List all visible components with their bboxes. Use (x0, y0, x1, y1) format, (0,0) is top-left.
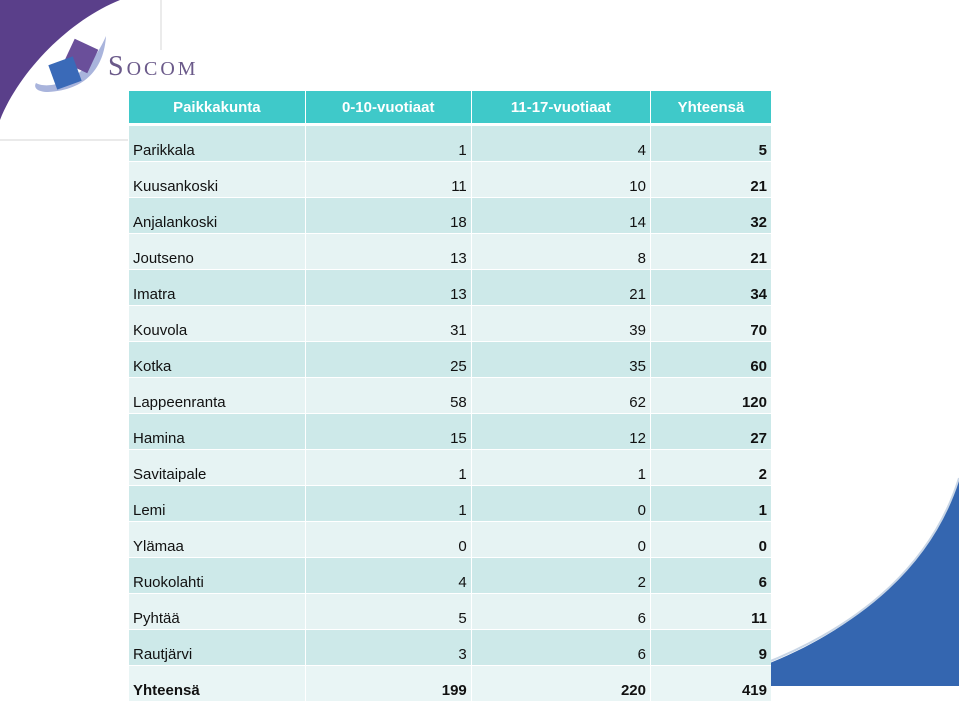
cell-place: Anjalankoski (129, 198, 305, 234)
cell-11-17: 35 (472, 342, 650, 378)
cell-0-10: 5 (306, 594, 471, 630)
cell-11-17: 12 (472, 414, 650, 450)
cell-total: 21 (651, 234, 771, 270)
cell-place: Lemi (129, 486, 305, 522)
logo-mark-icon (28, 28, 108, 103)
cell-11-17: 8 (472, 234, 650, 270)
cell-place: Pyhtää (129, 594, 305, 630)
cell-place: Joutseno (129, 234, 305, 270)
cell-place: Yhteensä (129, 666, 305, 702)
table-row (129, 234, 771, 270)
cell-0-10: 13 (306, 270, 471, 306)
table-row (129, 270, 771, 306)
cell-total: 5 (651, 126, 771, 162)
table-row (129, 162, 771, 198)
cell-place: Parikkala (129, 126, 305, 162)
table-row (129, 558, 771, 594)
cell-place: Kouvola (129, 306, 305, 342)
cell-place: Ruokolahti (129, 558, 305, 594)
cell-0-10: 58 (306, 378, 471, 414)
cell-11-17: 220 (472, 666, 650, 702)
table-header-row (129, 91, 771, 126)
table-row (129, 450, 771, 486)
cell-place: Imatra (129, 270, 305, 306)
cell-0-10: 25 (306, 342, 471, 378)
cell-0-10: 1 (306, 126, 471, 162)
cell-0-10: 199 (306, 666, 471, 702)
cell-total: 1 (651, 486, 771, 522)
cell-0-10: 1 (306, 486, 471, 522)
header-0-10: 0-10-vuotiaat (306, 91, 471, 126)
table-row (129, 342, 771, 378)
cell-0-10: 0 (306, 522, 471, 558)
cell-place: Kotka (129, 342, 305, 378)
cell-11-17: 21 (472, 270, 650, 306)
data-table (128, 91, 772, 702)
header-paikkakunta: Paikkakunta (129, 91, 305, 126)
cell-11-17: 6 (472, 594, 650, 630)
cell-total: 6 (651, 558, 771, 594)
cell-11-17: 2 (472, 558, 650, 594)
cell-0-10: 15 (306, 414, 471, 450)
cell-0-10: 1 (306, 450, 471, 486)
cell-0-10: 3 (306, 630, 471, 666)
cell-11-17: 14 (472, 198, 650, 234)
cell-total: 0 (651, 522, 771, 558)
cell-place: Rautjärvi (129, 630, 305, 666)
summary-row (129, 666, 771, 702)
cell-total: 2 (651, 450, 771, 486)
cell-11-17: 0 (472, 486, 650, 522)
table-row (129, 378, 771, 414)
cell-0-10: 31 (306, 306, 471, 342)
cell-total: 60 (651, 342, 771, 378)
cell-place: Kuusankoski (129, 162, 305, 198)
cell-0-10: 11 (306, 162, 471, 198)
cell-place: Ylämaa (129, 522, 305, 558)
cell-place: Lappeenranta (129, 378, 305, 414)
table-row (129, 630, 771, 666)
cell-total: 9 (651, 630, 771, 666)
cell-place: Hamina (129, 414, 305, 450)
table-row (129, 198, 771, 234)
cell-total: 21 (651, 162, 771, 198)
cell-total: 70 (651, 306, 771, 342)
logo-text: Socom (108, 51, 199, 82)
cell-11-17: 6 (472, 630, 650, 666)
cell-11-17: 39 (472, 306, 650, 342)
cell-11-17: 0 (472, 522, 650, 558)
cell-11-17: 62 (472, 378, 650, 414)
header-yhteensa: Yhteensä (651, 91, 771, 126)
cell-total: 11 (651, 594, 771, 630)
cell-11-17: 10 (472, 162, 650, 198)
cell-0-10: 18 (306, 198, 471, 234)
cell-0-10: 4 (306, 558, 471, 594)
cell-11-17: 1 (472, 450, 650, 486)
cell-total: 419 (651, 666, 771, 702)
cell-total: 120 (651, 378, 771, 414)
header-11-17: 11-17-vuotiaat (472, 91, 650, 126)
cell-0-10: 13 (306, 234, 471, 270)
cell-total: 34 (651, 270, 771, 306)
table-row (129, 414, 771, 450)
table-row (129, 486, 771, 522)
cell-11-17: 4 (472, 126, 650, 162)
cell-total: 32 (651, 198, 771, 234)
table-row (129, 126, 771, 162)
table-row (129, 306, 771, 342)
table-row (129, 522, 771, 558)
cell-total: 27 (651, 414, 771, 450)
table-row (129, 594, 771, 630)
cell-place: Savitaipale (129, 450, 305, 486)
